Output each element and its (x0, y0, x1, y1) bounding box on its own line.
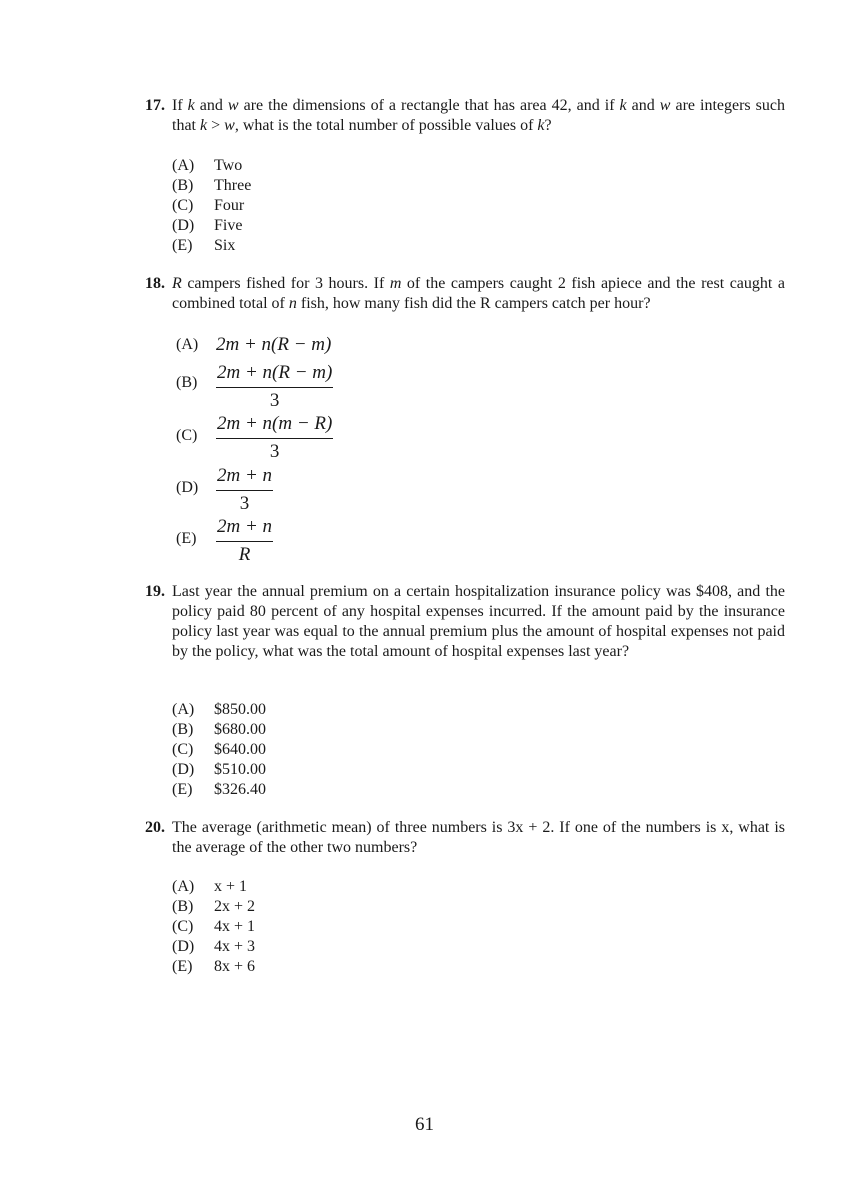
question-text: If k and w are the dimensions of a rectangle that has area 42, and if k and w are integers such that k > w, what is the total number of possible values of k? (172, 97, 785, 134)
question-text: R campers fished for 3 hours. If m of the campers caught 2 fish apiece and the rest caught a combined total of n fish, how many fish did the R campers catch per hour? (172, 275, 785, 312)
answer-option-a: (A) x + 1 (172, 878, 248, 895)
answer-option-a: (A) $850.00 (172, 701, 266, 718)
question-19 (145, 582, 785, 662)
answer-options-20 (172, 877, 255, 977)
question-number: 17. (145, 97, 165, 114)
answer-option-d: (D) 4x + 3 (172, 938, 256, 955)
question-18 (145, 274, 785, 314)
answer-option-b: (B) 2x + 2 (172, 898, 256, 915)
fraction: $\frac{2m + n}{R}$ (217, 516, 273, 565)
answer-option-d: (D) Five (172, 217, 243, 234)
answer-option-b: (B) $680.00 (172, 721, 266, 738)
answer-options-19 (172, 700, 266, 800)
question-text: Last year the annual premium on a certain hospitalization insurance policy was $408, and the policy paid 80 percent of any hospital expenses incurred. If the amount paid by the insurance policy last year was equal to the annual premium plus the amount of hospital expenses not paid by the policy, what was the total amount of hospital expenses last year? (172, 583, 785, 660)
answer-option-e: (E) 8x + 6 (172, 958, 256, 975)
math-expression: 2m + n(R − m) (216, 334, 332, 355)
answer-options-17 (172, 156, 251, 256)
question-20 (145, 818, 785, 858)
fraction: $\frac{2m + n(R - m)}{3}$ (217, 362, 333, 411)
answer-option-b: (B) Three (172, 177, 252, 194)
answer-option-e: (E) Six (172, 237, 236, 254)
question-number: 20. (145, 819, 165, 836)
fraction: $\frac{2m + n(m - R)}{3}$ (217, 413, 333, 462)
question-number: 19. (145, 583, 165, 600)
answer-option-c: (C) 4x + 1 (172, 918, 256, 935)
answer-option-d: (D) $510.00 (172, 761, 266, 778)
answer-option-a: (A) Two (172, 157, 243, 174)
answer-option-e: (E) $326.40 (172, 781, 266, 798)
fraction: $\frac{2m + n}{3}$ (217, 465, 273, 514)
question-number: 18. (145, 275, 165, 292)
textbook-page: 17. If k and w are the dimensions of a rectangle that has area 42, and if k and w are integers such that k > w, what is the total number of possible values of k? (A) Two (B) Three (C) Four (D) Five (E) Six 18. R campers fished for 3 hours. If m of the campers caught 2 fish apiece and the rest caught a combined total of n fish, how many fish did the R campers catch per hour? (A) 2m + n(R − m) (B) $\frac{2m + n(R - m)}{3}$ (C) $\frac{2m + n(m - R)}{3}$ (D) $\frac{2m + n}{3}$ (E) $\frac{2m + n}{R}$ 19. Last year the annual premium on a certain hospitalization insurance policy was $408, and the policy paid 80 percent of any hospital expenses incurred. If the amount paid by the insurance policy last year was equal to the annual premium plus the amount of hospital expenses not paid by the policy, what was the total amount of hospital expenses last year? (A) $850.00 (B) $680.00 (C) $640.00 (D) $510.00 (E) $326.40 20. The average (arithmetic mean) of three numbers is 3x + 2. If one of the numbers is x, what is the average of the other two numbers? (A) x + 1 (B) 2x + 2 (C) 4x + 1 (D) 4x + 3 (E) 8x + 6 61 (0, 0, 849, 1200)
answer-option-c: (C) $640.00 (172, 741, 266, 758)
page-number: 61 (415, 1114, 434, 1135)
answer-option-c: (C) Four (172, 197, 245, 214)
question-17 (145, 96, 785, 136)
question-text: The average (arithmetic mean) of three numbers is 3x + 2. If one of the numbers is x, what is the average of the other two numbers? (172, 819, 785, 856)
